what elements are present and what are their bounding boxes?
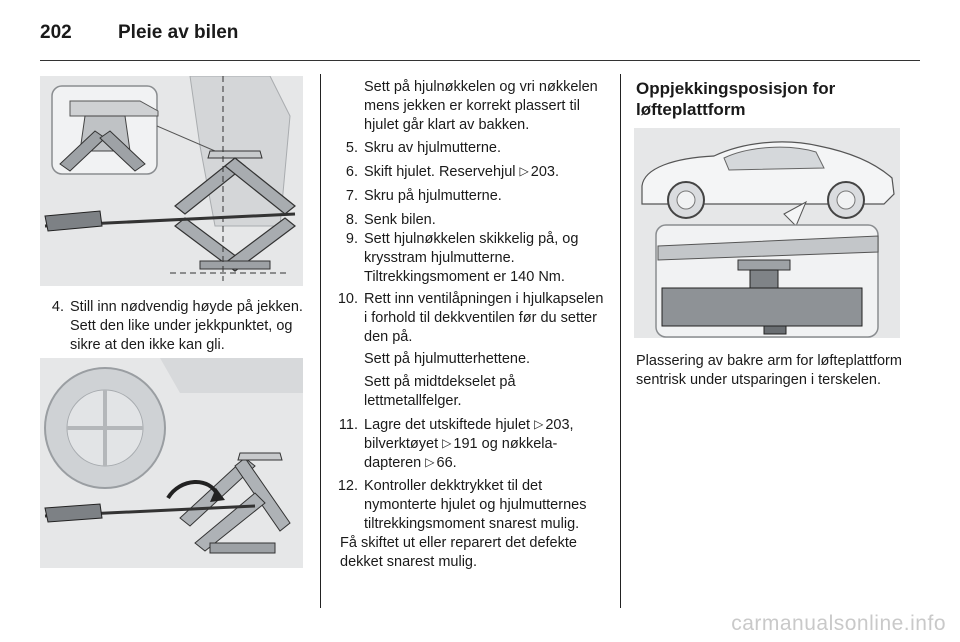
step-7 (334, 187, 606, 206)
page-reference[interactable]: 203, (545, 417, 574, 433)
jack-crank-illustration (40, 358, 303, 568)
step-number: 10. (337, 291, 358, 307)
step-10 (334, 290, 606, 347)
step-text-part: . (554, 164, 560, 180)
step-text: Rett inn ventilåpningen i hjulkapselen i forhold til dekkventilen før du setter den på. (364, 291, 604, 345)
jack-placement-illustration (40, 76, 303, 286)
step-text: Sett hjulnøkkelen skikkelig på, og krysstram hjulmutterne. Tiltrekkingsmoment er 140 Nm. (364, 231, 579, 285)
sub-instruction-hub-caps: Sett på hjulmutterhettene. (364, 351, 531, 367)
jack-crank-drawing (40, 358, 303, 568)
step-text (364, 416, 606, 473)
step-number: 4. (51, 299, 64, 315)
page-reference[interactable]: 203 (530, 164, 555, 180)
step-text-part: bilverktøyet (364, 436, 439, 452)
figure-caption: Plassering av bakre arm for løfteplattform sentrisk under utsparingen i terskelen. (636, 353, 902, 388)
lifting-platform-drawing (634, 128, 900, 338)
step-number: 8. (345, 212, 358, 228)
page-reference[interactable]: 66. (436, 455, 457, 471)
column-divider-right (620, 74, 621, 608)
step-8 (334, 211, 606, 230)
page-reference[interactable]: 191 og nøkkela- (453, 436, 558, 452)
step-text: Kontroller dekktrykket til det nymonterte hjulet og hjulmutternes tiltrekkingsmoment snarest mulig. (364, 478, 587, 532)
watermark: carmanualsonline.info (731, 612, 946, 635)
page-header (40, 18, 238, 48)
closing-paragraph: Få skiftet ut eller reparert det defekte dekket snarest mulig. (340, 535, 577, 570)
triangle-right-icon: ▷ (442, 436, 452, 450)
step-number: 7. (345, 188, 358, 204)
step-text-part: Lagre det utskiftede hjulet (364, 417, 531, 433)
triangle-right-icon: ▷ (519, 164, 529, 178)
jack-placement-drawing (40, 76, 303, 286)
step-text (364, 163, 606, 182)
step-6 (334, 163, 606, 182)
sub-instruction-center-cover: Sett på midtdekselet på lettmetallfelger. (364, 374, 516, 409)
step-9 (334, 230, 606, 287)
step-text: Still inn nødvendig høyde på jekken. Sett den like under jekkpunktet, og sikre at den ikke kan gli. (70, 299, 303, 353)
step-text-part: Skift hjulet. Reservehjul (364, 164, 516, 180)
step-number: 11. (338, 417, 358, 433)
step-number: 9. (345, 231, 358, 247)
page-title: Pleie av bilen (118, 22, 239, 43)
header-rule (40, 60, 920, 61)
step-text: Skru på hjulmutterne. (364, 188, 502, 204)
triangle-right-icon: ▷ (425, 455, 435, 469)
step-number: 5. (345, 140, 358, 156)
intro-paragraph: Sett på hjulnøkkelen og vri nøkkelen mens jekken er korrekt plassert til hjulet går klart av bakken. (364, 79, 598, 133)
step-text: Skru av hjulmutterne. (364, 140, 502, 156)
step-4 (40, 298, 306, 355)
step-number: 6. (345, 164, 358, 180)
page-number: 202 (40, 22, 72, 43)
step-text-part: dapteren (364, 455, 422, 471)
step-text: Senk bilen. (364, 212, 436, 228)
step-12 (334, 477, 606, 534)
step-5 (334, 139, 606, 158)
lifting-platform-illustration (634, 128, 900, 338)
section-heading: Oppjekkingsposisjon for løfteplattform (636, 79, 836, 119)
step-number: 12. (337, 478, 358, 494)
triangle-right-icon: ▷ (534, 417, 544, 431)
step-11 (334, 416, 606, 473)
column-divider-left (320, 74, 321, 608)
